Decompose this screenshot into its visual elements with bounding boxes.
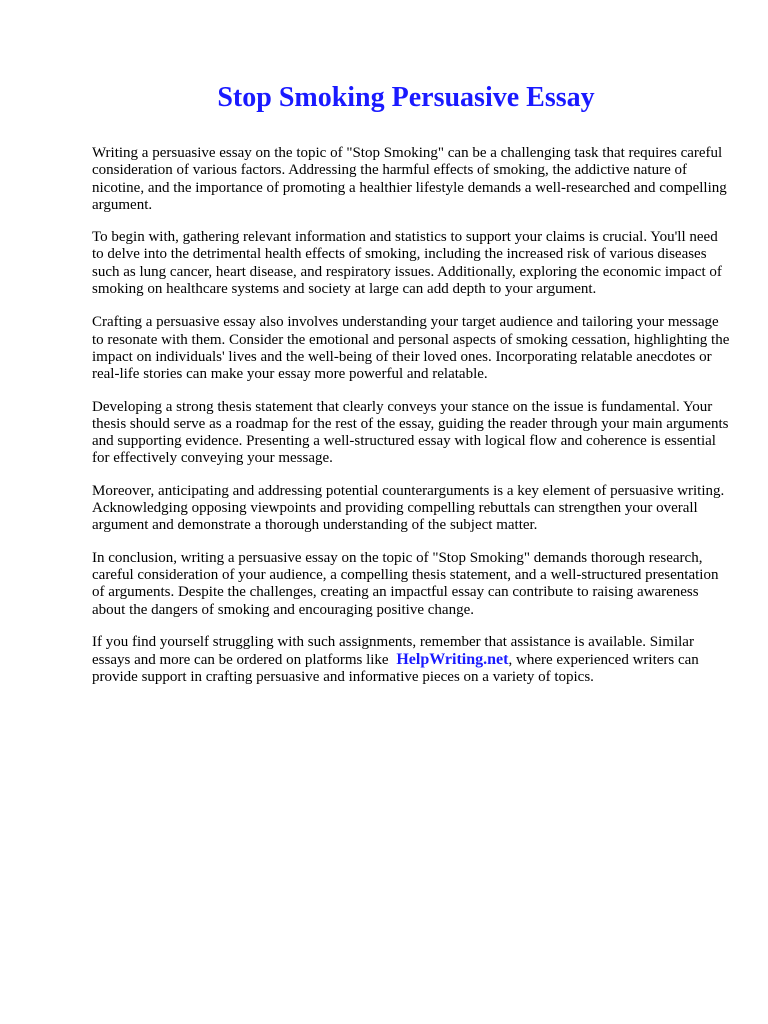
paragraph-closing — [92, 634, 732, 687]
helpwriting-link[interactable]: HelpWriting.net — [396, 651, 509, 669]
closing-text-after-link: , where experienced writers can provide support in crafting persuasive and informative pieces on a variety of topics. — [92, 652, 699, 686]
paragraph-thesis: Developing a strong thesis statement that clearly conveys your stance on the issue is fundamental. Your thesis should serve as a roadmap for the rest of the essay, guiding the reader through your main arguments and supporting evidence. Presenting a well-structured essay with logical flow and coherence is essential for effectively conveying your message. — [92, 398, 729, 467]
essay-body — [92, 145, 732, 702]
paragraph-counterarguments: Moreover, anticipating and addressing potential counterarguments is a key element of persuasive writing. Acknowledging opposing viewpoints and providing compelling rebuttals can strengthen your overall argument and demonstrate a thorough understanding of the subject matter. — [92, 482, 725, 534]
paragraph-research: To begin with, gathering relevant information and statistics to support your claims is crucial. You'll need to delve into the detrimental health effects of smoking, including the increased risk of various diseases such as lung cancer, heart disease, and respiratory issues. Additionally, exploring the economic impact of smoking on healthcare systems and society at large can add depth to your argument. — [92, 229, 722, 298]
closing-text-before-link: If you find yourself struggling with such assignments, remember that assistance is available. Similar essays and more can be ordered on platforms like — [92, 633, 694, 669]
page-title: Stop Smoking Persuasive Essay — [217, 82, 595, 113]
paragraph-audience: Crafting a persuasive essay also involves understanding your target audience and tailoring your message to resonate with them. Consider the emotional and personal aspects of smoking cessation, highlighting the impact on individuals' lives and the well-being of their loved ones. Incorporating relatable anecdotes or real-life stories can make your essay more powerful and relatable. — [92, 314, 730, 383]
paragraph-intro: Writing a persuasive essay on the topic of "Stop Smoking" can be a challenging task that requires careful consideration of various factors. Addressing the harmful effects of smoking, the addictive nature of nicotine, and the importance of promoting a healthier lifestyle demands a well-researched and compelling argument. — [92, 145, 727, 213]
paragraph-conclusion: In conclusion, writing a persuasive essay on the topic of "Stop Smoking" demands thorough research, careful consideration of your audience, a compelling thesis statement, and a well-structured presentation of arguments. Despite the challenges, creating an impactful essay can contribute to raising awareness about the dangers of smoking and encouraging positive change. — [92, 549, 719, 618]
